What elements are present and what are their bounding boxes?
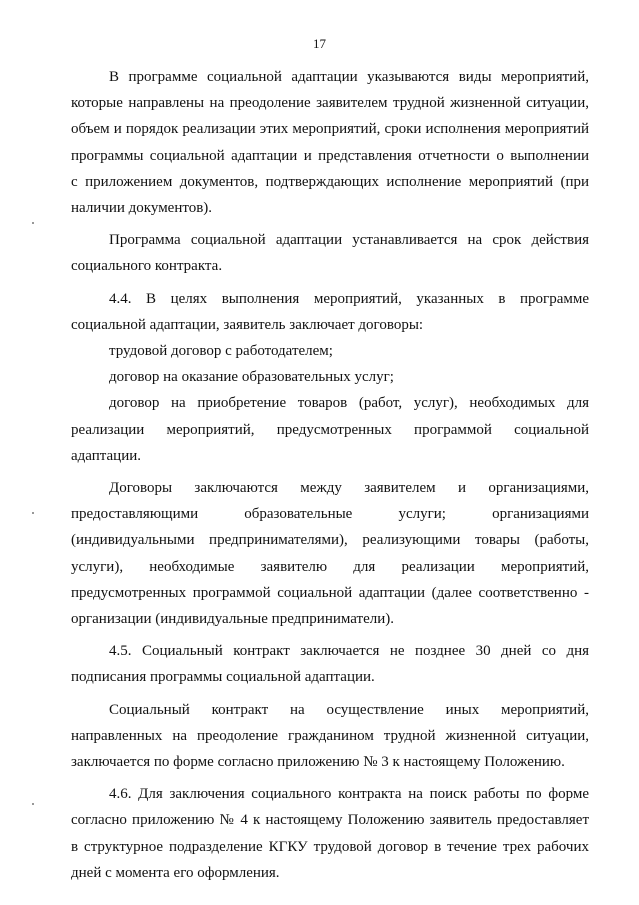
text-line: дней с момента его оформления. [71,864,280,881]
text-line: адаптации. [71,447,142,464]
paragraph-4-6 [71,781,589,886]
text-line: трудовой договор с работодателем; [109,343,333,360]
text-line: заключается по форме согласно приложению № 3 к настоящему Положению. [71,754,565,771]
text-line: направленных на преодоление гражданином трудной жизненной ситуации, [71,727,589,744]
text-line: (индивидуальными предпринимателями), реализующими товары (работы, [71,532,589,549]
paragraph-contract-parties [71,475,589,632]
text-line: 4.5. Социальный контракт заключается не позднее 30 дней со дня [109,643,589,660]
text-line: В программе социальной адаптации указываются виды мероприятий, [109,69,589,85]
text-line: организации (индивидуальные предприниматели). [71,611,395,628]
paragraph-other-activities [71,697,589,776]
text-line: социальной адаптации, заявитель заключает договоры: [71,316,424,333]
list-item-labor-contract [71,338,589,364]
text-line: Социальный контракт на осуществление иных мероприятий, [109,701,589,718]
margin-mark [32,222,34,224]
text-line: договор на оказание образовательных услуг; [109,369,394,386]
text-line: наличии документов). [71,200,213,217]
text-line: услуги), необходимые заявителю для реализации мероприятий, [71,558,589,575]
text-line: социального контракта. [71,258,223,275]
paragraph-4-4 [71,286,589,338]
page-number: 17 [313,36,326,51]
text-line: которые направлены на преодоление заявителем трудной жизненной ситуации, [71,95,589,112]
text-line: 4.6. Для заключения социального контракта на поиск работы по форме [109,786,589,803]
text-line: с приложением документов, подтверждающих исполнение мероприятий (при [71,173,589,190]
document-body [71,64,589,886]
text-line: согласно приложению № 4 к настоящему Положению заявитель предоставляет [71,812,589,829]
text-line: Программа социальной адаптации устанавливается на срок действия [109,232,589,249]
paragraph-program-content [71,64,589,221]
paragraph-4-5 [71,638,589,690]
text-line: предоставляющими образовательные услуги; организациями [71,506,589,523]
text-line: реализации мероприятий, предусмотренных программой социальной [71,421,589,438]
text-line: подписания программы социальной адаптации. [71,669,375,686]
text-line: объем и порядок реализации этих мероприятий, сроки исполнения мероприятий [71,121,589,138]
margin-mark [32,512,34,514]
margin-mark [32,803,34,805]
text-line: предусмотренных программой социальной адаптации (далее соответственно - [71,584,589,601]
text-line: Договоры заключаются между заявителем и организациями, [109,480,589,497]
paragraph-program-term [71,227,589,279]
text-line: договор на приобретение товаров (работ, услуг), необходимых для [109,395,589,412]
text-line: программы социальной адаптации и представления отчетности о выполнении [71,147,589,164]
list-item-education-contract [71,364,589,390]
text-line: 4.4. В целях выполнения мероприятий, указанных в программе [109,290,589,307]
text-line: в структурное подразделение КГКУ трудовой договор в течение трех рабочих [71,838,589,855]
list-item-goods-contract [71,390,589,469]
